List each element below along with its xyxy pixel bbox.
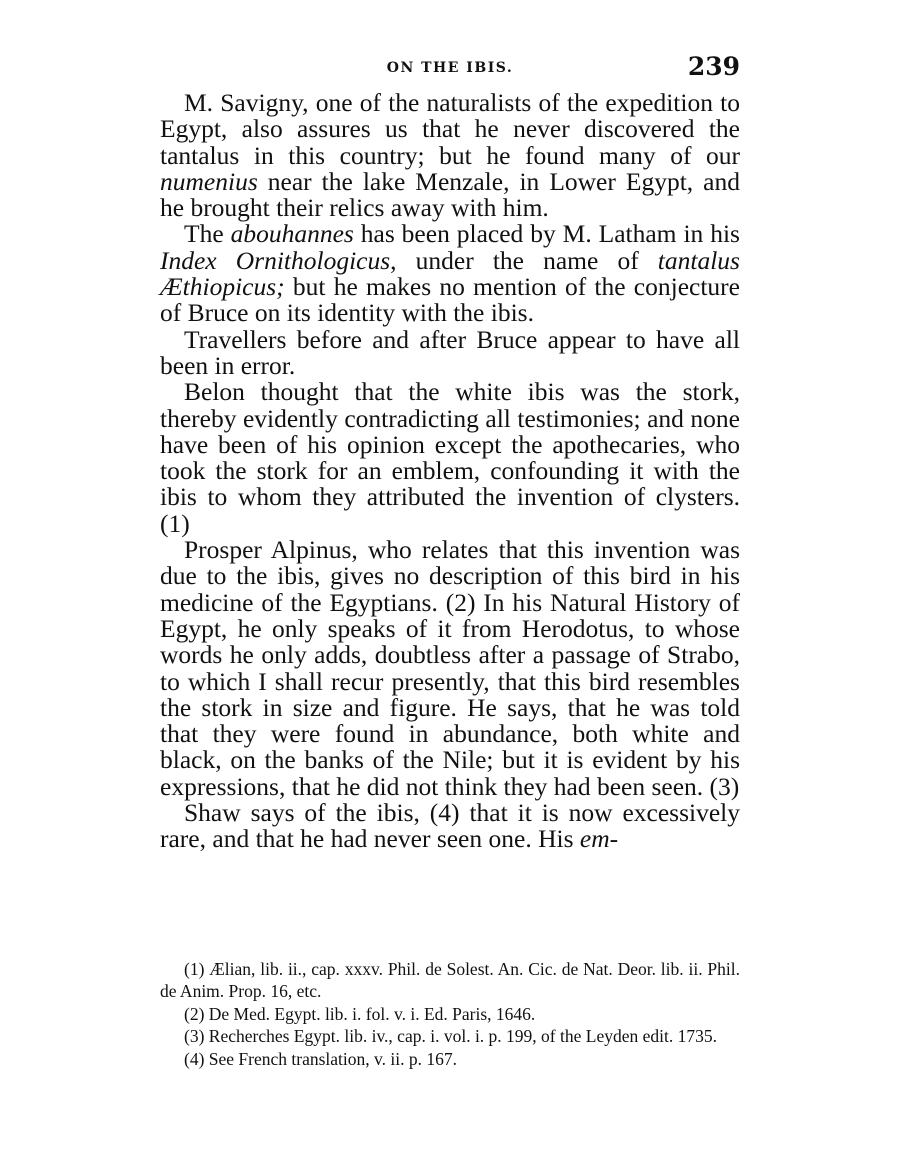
italic-term: numenius: [160, 166, 258, 196]
text-run: Belon thought that the white ibis was the stork, thereby evidently contradicting all testimonies; and none have been of his opinion except the apothecaries, who took the stork for an emblem, confounding it with the ibis to whom they attributed the invention of clysters. (1): [160, 377, 740, 538]
footnote-3: (3) Recherches Egypt. lib. iv., cap. i. vol. i. p. 199, of the Leyden edit. 1735.: [184, 1026, 717, 1047]
text-run: Travellers before and after Bruce appear to have all been in error.: [160, 324, 740, 380]
paragraph-travellers: [160, 324, 740, 380]
paragraph-shaw: [160, 800, 740, 853]
footnote-4: (4) See French translation, v. ii. p. 167.: [184, 1048, 457, 1069]
footnotes: [160, 958, 740, 1070]
paragraph-belon: [160, 379, 740, 537]
main-text: [160, 90, 740, 853]
text-run: , under the name of: [390, 245, 658, 275]
italic-term: Index Ornithologicus: [160, 245, 391, 275]
text-run: but he makes no mention of the conjecture of Bruce on its identity with the ibis.: [160, 272, 740, 328]
text-run: has been placed by M. Latham in his: [353, 219, 740, 249]
paragraph-savigny: [160, 90, 740, 221]
text-run: Prosper Alpinus, who relates that this invention was due to the ibis, gives no description of this bird in his medicine of the Egyptians. (2) In his Natural History of Egypt, he only speaks of it from Herodotus, to whose words he only adds, doubtless after a passage of Strabo, to which I shall recur presently, that this bird resembles the stork in size and figure. He says, that he was told that they were found in abundance, both white and black, on the banks of the Nile; but it is evident by his expressions, that he did not think they had been seen. (3): [160, 535, 740, 801]
text-run: near the lake Menzale, in Lower Egypt, and he brought their relics away with him.: [160, 166, 740, 223]
footnote-1: (1) Ælian, lib. ii., cap. xxxv. Phil. de Solest. An. Cic. de Nat. Deor. lib. ii. Phil. de Anim. Prop. 16, etc.: [160, 959, 740, 1002]
paragraph-abouhannes: [160, 221, 740, 326]
italic-term: abouhannes: [230, 219, 354, 249]
footnote-2: (2) De Med. Egypt. lib. i. fol. v. i. Ed. Paris, 1646.: [184, 1003, 536, 1024]
text-run: M. Savigny, one of the naturalists of the expedition to Egypt, also assures us that he never discovered the tantalus in this country; but he found many of our: [160, 88, 740, 170]
page-header: [160, 50, 740, 86]
text-run: The: [184, 219, 231, 249]
italic-term: tantalus Æthiopicus;: [160, 245, 740, 302]
running-head: ON THE IBIS.: [386, 60, 514, 76]
text-run: Shaw says of the ibis, (4) that it is now excessively rare, and that he had never seen one. His: [160, 798, 740, 854]
paragraph-alpinus: [160, 537, 740, 800]
page-number: 239: [687, 52, 740, 81]
italic-term: em-: [579, 824, 619, 854]
